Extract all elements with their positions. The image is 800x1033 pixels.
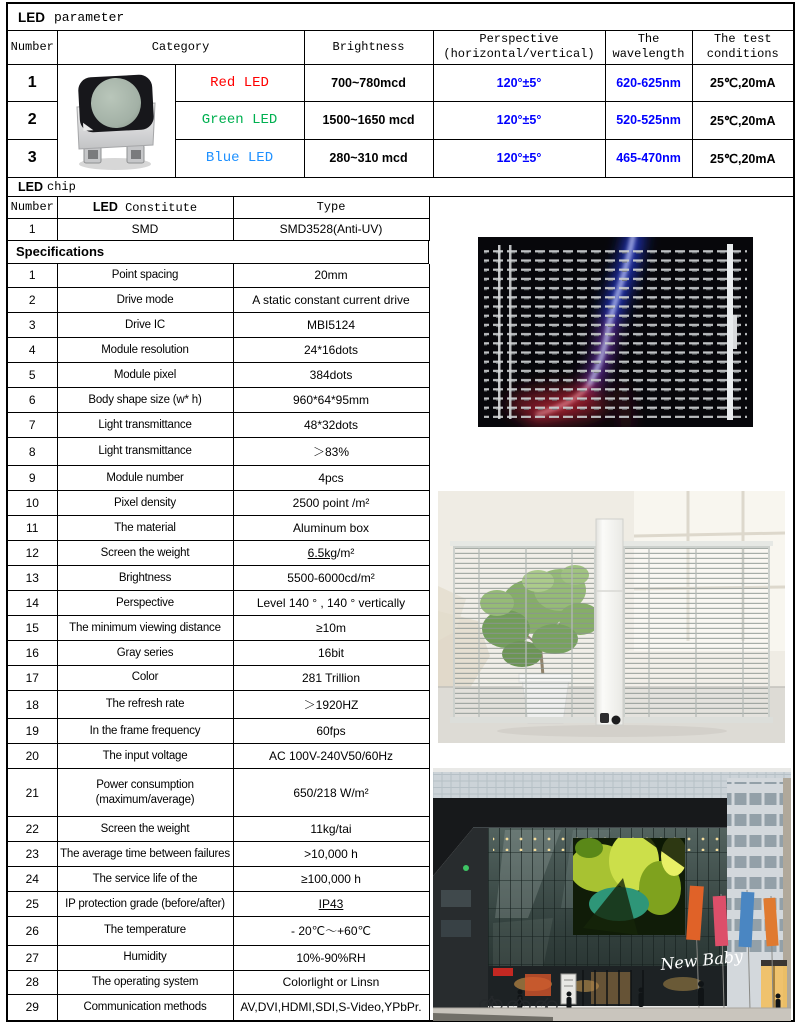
spec-row — [8, 945, 429, 970]
chip-header-number: Number — [8, 197, 57, 219]
header-brightness: Brightness — [304, 31, 433, 64]
header-wavelength-line1: The — [637, 32, 660, 47]
led-category-green: Green LED — [175, 102, 304, 140]
transparent-led-panel-plant-photo — [438, 491, 785, 743]
spec-row-number: 9 — [8, 466, 57, 491]
spec-row-item: The temperature — [57, 917, 233, 945]
spec-row — [8, 769, 429, 817]
spec-row-item: Screen the weight — [57, 541, 233, 566]
spec-row-value: 4pcs — [233, 466, 429, 491]
led-parameter-title — [8, 4, 793, 31]
led-row-number: 1 — [8, 64, 57, 102]
spec-row-item: The material — [57, 516, 233, 541]
led-category-blue: Blue LED — [175, 139, 304, 177]
led-row-number: 3 — [8, 139, 57, 177]
led-row-number: 2 — [8, 102, 57, 140]
spec-row-item: Pixel density — [57, 491, 233, 516]
spec-row-number: 5 — [8, 363, 57, 388]
led-parameter-table — [8, 31, 793, 178]
spec-row-value: ≥100,000 h — [233, 867, 429, 892]
header-wavelength — [605, 31, 692, 64]
spec-row-value: 281 Trillion — [233, 665, 429, 690]
spec-row-item: Screen the weight — [57, 817, 233, 842]
spec-row-number: 27 — [8, 945, 57, 970]
spec-row-number: 22 — [8, 817, 57, 842]
spec-row-item: Module resolution — [57, 338, 233, 363]
spec-row — [8, 970, 429, 995]
led-parameter-title-bold: LED — [18, 9, 45, 25]
specifications-table — [8, 264, 430, 1020]
spec-row-number: 25 — [8, 892, 57, 917]
led-category-red: Red LED — [175, 64, 304, 102]
spec-row-number: 13 — [8, 566, 57, 591]
led-test-conditions: 25℃,20mA — [692, 102, 793, 140]
spec-row-number: 10 — [8, 491, 57, 516]
spec-row-item: In the frame frequency — [57, 719, 233, 744]
spec-row-value: 60fps — [233, 719, 429, 744]
specifications-table-body — [8, 264, 429, 1020]
chip-header-constitute-rest: Constitute — [125, 200, 198, 215]
spec-row-item: Perspective — [57, 591, 233, 616]
led-brightness: 1500~1650 mcd — [304, 102, 433, 140]
spec-row-item: Body shape size (w* h) — [57, 388, 233, 413]
spec-row-value-underlined: IP43 — [318, 897, 344, 912]
led-chip-title-bold: LED — [18, 179, 43, 194]
spec-row — [8, 313, 429, 338]
spec-row-item: Drive mode — [57, 288, 233, 313]
spec-row-number: 17 — [8, 665, 57, 690]
spec-row-number: 19 — [8, 719, 57, 744]
header-number: Number — [8, 31, 57, 64]
led-brightness: 280~310 mcd — [304, 139, 433, 177]
header-perspective-line1: Perspective — [479, 32, 559, 47]
spec-row — [8, 566, 429, 591]
spec-row-value — [233, 892, 429, 917]
led-row-red — [8, 64, 793, 102]
spec-row-number: 3 — [8, 313, 57, 338]
spec-row — [8, 842, 429, 867]
chip-header-constitute — [57, 197, 233, 219]
spec-row-value: 24*16dots — [233, 338, 429, 363]
led-test-conditions: 25℃,20mA — [692, 139, 793, 177]
spec-row — [8, 388, 429, 413]
spec-row — [8, 995, 429, 1020]
script-sign-text: New Baby — [659, 945, 744, 974]
spec-row-item: Point spacing — [57, 264, 233, 288]
spec-row — [8, 363, 429, 388]
spec-row-item: The service life of the — [57, 867, 233, 892]
spec-row-value-rest: /m² — [337, 546, 355, 561]
spec-row — [8, 917, 429, 945]
spec-row-value: Aluminum box — [233, 516, 429, 541]
spec-row-number: 11 — [8, 516, 57, 541]
spec-row — [8, 640, 429, 665]
spec-row-number: 14 — [8, 591, 57, 616]
spec-row-item: The refresh rate — [57, 690, 233, 718]
led-perspective: 120°±5° — [433, 102, 605, 140]
spec-row-number: 16 — [8, 640, 57, 665]
chip-row-constitute: SMD — [57, 219, 233, 241]
spec-row-value: 5500-6000cd/m² — [233, 566, 429, 591]
transparent-led-module-dark-illustration — [478, 237, 753, 427]
spec-row — [8, 438, 429, 466]
spec-row-item: The average time between failures — [57, 842, 233, 867]
led-wavelength: 620-625nm — [605, 64, 692, 102]
spec-row — [8, 719, 429, 744]
spec-row — [8, 744, 429, 769]
spec-row-number: 6 — [8, 388, 57, 413]
spec-row-value: Colorlight or Linsn — [233, 970, 429, 995]
spec-row-item: Humidity — [57, 945, 233, 970]
spec-row — [8, 690, 429, 718]
spec-row-number: 12 — [8, 541, 57, 566]
led-wavelength: 465-470nm — [605, 139, 692, 177]
lower-region — [8, 197, 793, 1021]
spec-row-value: Level 140 ° , 140 ° vertically — [233, 591, 429, 616]
spec-row-number: 8 — [8, 438, 57, 466]
header-category: Category — [57, 31, 304, 64]
spec-row — [8, 413, 429, 438]
spec-row — [8, 817, 429, 842]
spec-row — [8, 466, 429, 491]
led-test-conditions: 25℃,20mA — [692, 64, 793, 102]
spec-row-item: Communication methods — [57, 995, 233, 1020]
spec-row — [8, 616, 429, 641]
spec-row-value: 2500 point /m² — [233, 491, 429, 516]
spec-row-value — [233, 541, 429, 566]
spec-row-item: Module number — [57, 466, 233, 491]
spec-row-value: ＞1920HZ — [233, 690, 429, 718]
spec-row-value: MBI5124 — [233, 313, 429, 338]
transparent-led-panel-plant-illustration — [438, 491, 785, 743]
spec-row-value: AC 100V-240V50/60Hz — [233, 744, 429, 769]
spec-row — [8, 516, 429, 541]
spec-row-item: Brightness — [57, 566, 233, 591]
led-chip-header-row — [8, 197, 429, 219]
header-test-conditions — [692, 31, 793, 64]
spec-row-number: 24 — [8, 867, 57, 892]
spec-row-value: 10%-90%RH — [233, 945, 429, 970]
spec-row-number: 23 — [8, 842, 57, 867]
spec-row-value: >10,000 h — [233, 842, 429, 867]
spec-row-number: 2 — [8, 288, 57, 313]
spec-row-number: 29 — [8, 995, 57, 1020]
led-wavelength: 520-525nm — [605, 102, 692, 140]
spec-row-item: IP protection grade (before/after) — [57, 892, 233, 917]
header-test-conditions-line1: The test — [713, 32, 772, 47]
spec-row-number: 15 — [8, 616, 57, 641]
spec-row-number: 21 — [8, 769, 57, 817]
led-parameter-title-rest: parameter — [54, 9, 125, 25]
spec-row-number: 1 — [8, 264, 57, 288]
led-chip-row — [8, 219, 429, 241]
spec-row — [8, 338, 429, 363]
header-perspective-line2: (horizontal/vertical) — [443, 47, 595, 62]
spec-row — [8, 867, 429, 892]
spec-row-item: Color — [57, 665, 233, 690]
spec-row — [8, 264, 429, 288]
chip-header-type: Type — [233, 197, 429, 219]
smd-led-chip-illustration — [58, 65, 174, 177]
chip-row-type: SMD3528(Anti-UV) — [233, 219, 429, 241]
spec-row — [8, 541, 429, 566]
spec-row-item: Module pixel — [57, 363, 233, 388]
led-chip-title — [8, 178, 793, 197]
spec-row — [8, 288, 429, 313]
spec-row-number: 4 — [8, 338, 57, 363]
header-perspective — [433, 31, 605, 64]
chip-row-number: 1 — [8, 219, 57, 241]
led-parameter-header-row — [8, 31, 793, 64]
spec-row-number: 26 — [8, 917, 57, 945]
spec-row — [8, 665, 429, 690]
spec-row-item: The input voltage — [57, 744, 233, 769]
spec-row-value: 650/218 W/m² — [233, 769, 429, 817]
spec-row-item: The operating system — [57, 970, 233, 995]
mall-facade-led-screen-photo — [433, 768, 791, 1021]
spec-row-value: AV,DVI,HDMI,SDI,S-Video,YPbPr. — [233, 995, 429, 1020]
smd-led-chip-photo — [57, 64, 175, 177]
spec-row-value: 20mm — [233, 264, 429, 288]
transparent-led-module-dark-photo — [478, 237, 753, 427]
spec-row-item: Light transmittance — [57, 438, 233, 466]
spec-row-value: 48*32dots — [233, 413, 429, 438]
spec-sheet-document — [6, 2, 795, 1022]
led-chip-title-rest: chip — [47, 179, 76, 194]
spec-row-item: Light transmittance — [57, 413, 233, 438]
spec-row-value: ≥10m — [233, 616, 429, 641]
spec-row — [8, 591, 429, 616]
spec-row-value: 16bit — [233, 640, 429, 665]
mall-facade-led-screen-illustration — [433, 768, 791, 1021]
led-perspective: 120°±5° — [433, 64, 605, 102]
spec-row — [8, 892, 429, 917]
spec-row-value: ＞83% — [233, 438, 429, 466]
chip-header-constitute-bold: LED — [92, 199, 118, 214]
header-wavelength-line2: wavelength — [612, 47, 685, 62]
spec-row-value: 11kg/tai — [233, 817, 429, 842]
specifications-title: Specifications — [8, 241, 429, 264]
spec-row-value: 384dots — [233, 363, 429, 388]
spec-row — [8, 491, 429, 516]
led-perspective: 120°±5° — [433, 139, 605, 177]
spec-row-item: Power consumption (maximum/average) — [57, 769, 233, 817]
spec-row-number: 18 — [8, 690, 57, 718]
spec-row-value: - 20℃～+60℃ — [233, 917, 429, 945]
spec-row-number: 28 — [8, 970, 57, 995]
spec-row-item: Gray series — [57, 640, 233, 665]
spec-row-value-underlined: 6.5kg — [307, 546, 338, 561]
spec-row-item: Drive IC — [57, 313, 233, 338]
spec-row-number: 7 — [8, 413, 57, 438]
led-chip-table — [8, 197, 430, 241]
led-brightness: 700~780mcd — [304, 64, 433, 102]
header-test-conditions-line2: conditions — [706, 47, 779, 62]
spec-row-item: The minimum viewing distance — [57, 616, 233, 641]
photos-column — [430, 197, 793, 1021]
spec-row-value: A static constant current drive — [233, 288, 429, 313]
left-column — [8, 197, 430, 1021]
spec-row-number: 20 — [8, 744, 57, 769]
spec-row-value: 960*64*95mm — [233, 388, 429, 413]
